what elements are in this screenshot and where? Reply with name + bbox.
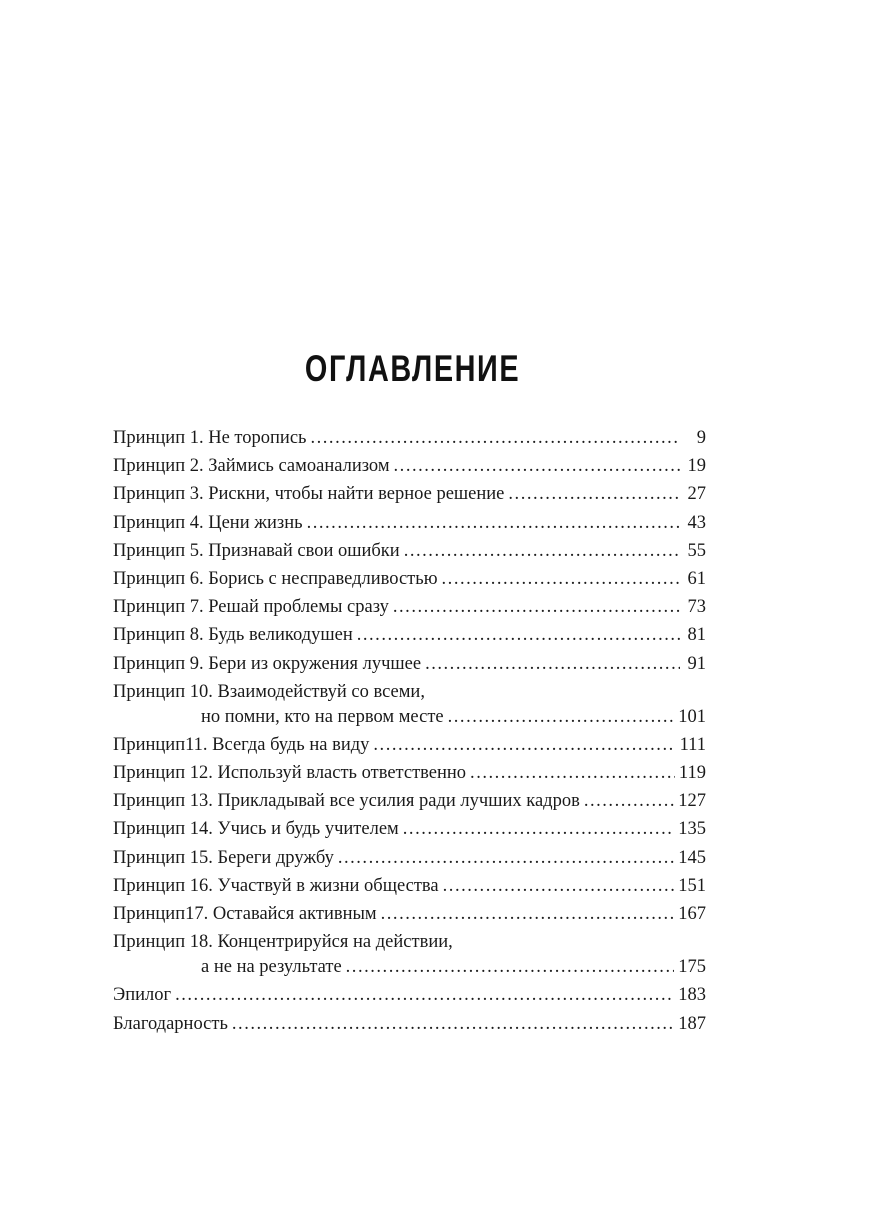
- toc-entry-title: Принцип 2. Займись самоанализом: [113, 456, 390, 477]
- toc-entry[interactable]: [113, 1010, 706, 1038]
- toc-entry-title: Принцип11. Всегда будь на виду: [113, 734, 370, 755]
- toc-page-number: 167: [678, 904, 706, 924]
- toc-entry[interactable]: [113, 424, 706, 452]
- toc-page-number: 111: [679, 734, 706, 755]
- toc-entry[interactable]: [113, 621, 706, 649]
- toc-entry[interactable]: [113, 928, 706, 981]
- toc-page-number: 73: [687, 597, 706, 618]
- dot-leader: [232, 1010, 674, 1038]
- toc-entry-title: Эпилог: [113, 985, 172, 1006]
- toc-page-number: 127: [678, 791, 706, 812]
- toc-entry-title: Принцип 13. Прикладывай все усилия ради лучших кадров: [113, 791, 580, 812]
- toc-entry[interactable]: [113, 480, 706, 508]
- page-title: ОГЛАВЛЕНИЕ: [304, 348, 521, 389]
- toc-entry-title: Принцип 16. Участвуй в жизни общества: [113, 875, 439, 896]
- dot-leader: [373, 731, 675, 759]
- dot-leader: [381, 900, 675, 928]
- toc-entry[interactable]: [113, 844, 706, 872]
- toc-entry-title: Принцип 12. Используй власть ответственно: [113, 763, 467, 784]
- toc-entry[interactable]: [113, 452, 706, 480]
- toc-entry[interactable]: [113, 759, 706, 787]
- toc-page-number: 55: [687, 540, 706, 561]
- toc-entry-title: Принцип 3. Рискни, чтобы найти верное решение: [113, 484, 505, 505]
- toc-entry[interactable]: [113, 537, 706, 565]
- dot-leader: [470, 759, 675, 787]
- toc-page-number: 135: [678, 819, 706, 840]
- toc-entry[interactable]: [113, 872, 706, 900]
- toc-entry[interactable]: [113, 678, 706, 731]
- toc-entry-title: Принцип17. Оставайся активным: [113, 904, 377, 924]
- dot-leader: [584, 787, 674, 815]
- toc-page-number: 145: [678, 847, 706, 868]
- toc-entry-title: Принцип 6. Борись с несправедливостью: [113, 568, 438, 589]
- toc-page-number: 175: [678, 957, 706, 978]
- dot-leader: [443, 872, 675, 900]
- toc-page-number: 19: [687, 456, 706, 477]
- toc-entry[interactable]: [113, 815, 706, 843]
- toc-entry-title: Принцип 14. Учись и будь учителем: [113, 819, 399, 840]
- toc-page-number: 151: [678, 875, 706, 896]
- toc-page-number: 27: [687, 484, 706, 505]
- dot-leader: [404, 537, 680, 565]
- toc-page-number: 91: [687, 653, 706, 674]
- toc-entry[interactable]: [113, 565, 706, 593]
- dot-leader: [357, 621, 680, 649]
- dot-leader: [442, 565, 680, 593]
- toc-entry-title: Принцип 8. Будь великодушен: [113, 625, 353, 646]
- toc-entry[interactable]: [113, 509, 706, 537]
- toc-page-number: 43: [687, 512, 706, 533]
- toc-page-number: 81: [687, 625, 706, 646]
- dot-leader: [508, 480, 680, 508]
- toc-entry[interactable]: [113, 731, 706, 759]
- dot-leader: [338, 844, 674, 872]
- table-of-contents: [113, 424, 706, 1038]
- dot-leader: [346, 953, 675, 981]
- toc-entry-title: Принцип 1. Не торопись: [113, 428, 307, 448]
- toc-entry-title: Принцип 5. Признавай свои ошибки: [113, 540, 400, 561]
- toc-entry-title-continued: но помни, кто на первом месте: [201, 706, 444, 727]
- dot-leader: [307, 509, 680, 537]
- dot-leader: [425, 650, 680, 678]
- toc-entry[interactable]: [113, 787, 706, 815]
- toc-page-number: 187: [678, 1013, 706, 1034]
- dot-leader: [175, 981, 674, 1009]
- toc-entry[interactable]: [113, 593, 706, 621]
- dot-leader: [403, 815, 674, 843]
- toc-entry[interactable]: [113, 981, 706, 1009]
- toc-entry-title: Принцип 7. Решай проблемы сразу: [113, 597, 389, 618]
- dot-leader: [393, 593, 680, 621]
- toc-entry-title: Благодарность: [113, 1013, 228, 1034]
- toc-entry-title: Принцип 4. Цени жизнь: [113, 512, 303, 533]
- toc-entry[interactable]: [113, 650, 706, 678]
- toc-page-number: 101: [678, 706, 706, 727]
- dot-leader: [448, 703, 675, 731]
- toc-page-number: 119: [678, 763, 706, 784]
- toc-page-number: 9: [696, 428, 706, 448]
- toc-entry-title: Принцип 9. Бери из окружения лучшее: [113, 653, 422, 674]
- dot-leader: [394, 452, 680, 480]
- toc-entry-title: Принцип 18. Концентрируйся на действии,: [113, 932, 453, 953]
- toc-entry-title: Принцип 10. Взаимодействуй со всеми,: [113, 681, 425, 702]
- toc-page-number: 183: [678, 985, 706, 1006]
- toc-entry-title: Принцип 15. Береги дружбу: [113, 847, 334, 868]
- toc-entry[interactable]: [113, 900, 706, 928]
- dot-leader: [310, 424, 680, 452]
- toc-page-number: 61: [687, 568, 706, 589]
- toc-entry-title-continued: а не на результате: [201, 957, 342, 978]
